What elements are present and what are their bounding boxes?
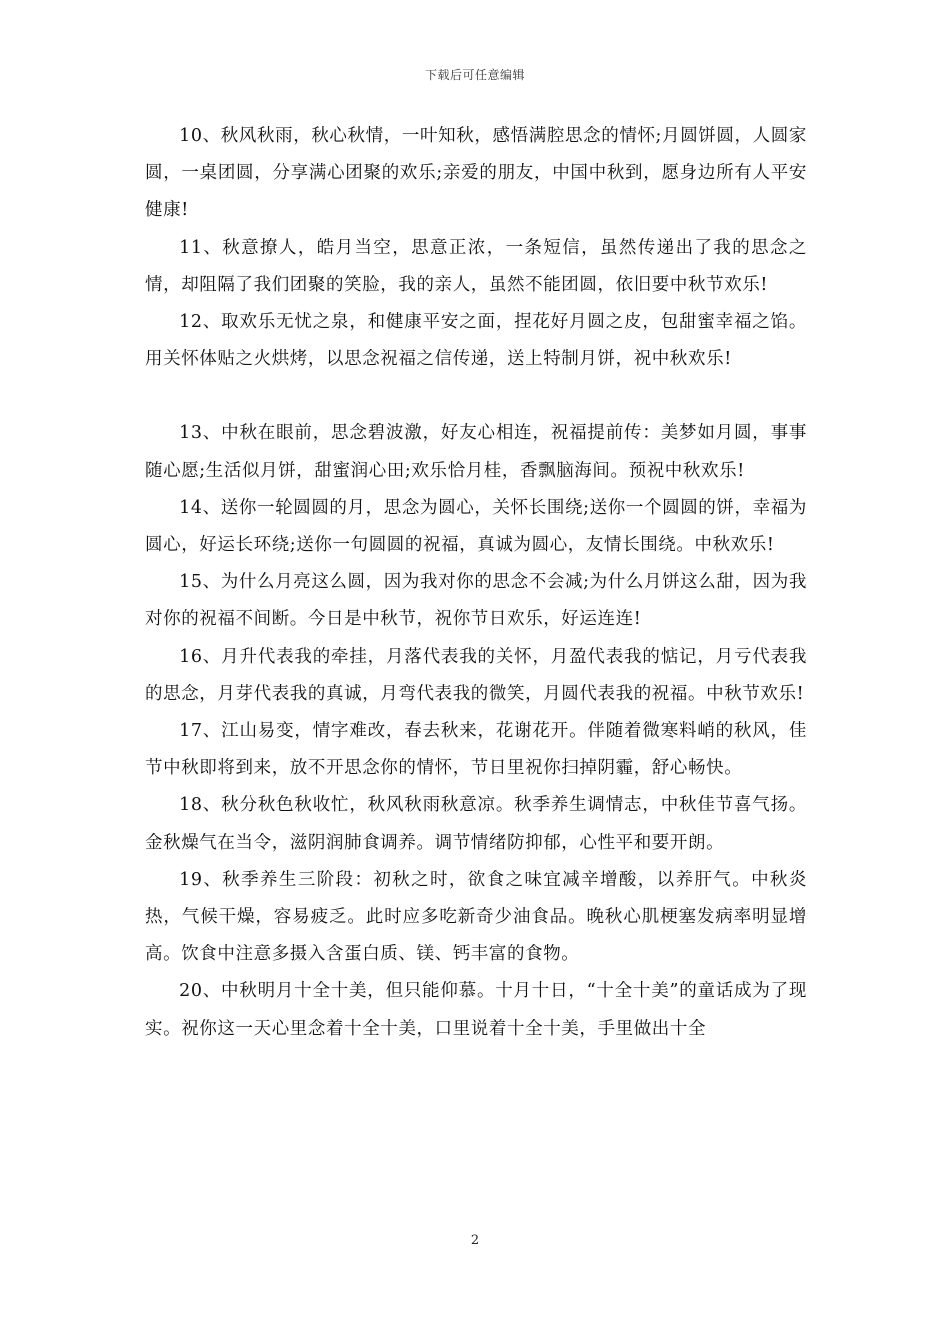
paragraph-12: 12、取欢乐无忧之泉，和健康平安之面，捏花好月圆之皮，包甜蜜幸福之馅。用关怀体贴之火烘烤，以思念祝福之信传递，送上特制月饼，祝中秋欢乐!: [145, 312, 807, 370]
paragraph-18: 18、秋分秋色秋收忙，秋风秋雨秋意凉。秋季养生调情志，中秋佳节喜气扬。金秋燥气在当令，滋阴润肺食调养。调节情绪防抑郁，心性平和要开朗。: [145, 795, 807, 853]
paragraph-17: 17、江山易变，情字难改，春去秋来，花谢花开。伴随着微寒料峭的秋风，佳节中秋即将到来，放不开思念你的情怀，节日里祝你扫掉阴霾，舒心畅快。: [145, 721, 807, 779]
page-header: 下载后可任意编辑: [424, 68, 525, 82]
paragraph-16: 16、月升代表我的牵挂，月落代表我的关怀，月盈代表我的惦记，月亏代表我的思念，月芽代表我的真诚，月弯代表我的微笑，月圆代表我的祝福。中秋节欢乐!: [145, 646, 807, 704]
paragraph-14: 14、送你一轮圆圆的月，思念为圆心，关怀长围绕;送你一个圆圆的饼，幸福为圆心，好运长环绕;送你一句圆圆的祝福，真诚为圆心，友情长围绕。中秋欢乐!: [145, 497, 807, 556]
paragraph-15: 15、为什么月亮这么圆，因为我对你的思念不会减;为什么月饼这么甜，因为我对你的祝福不间断。今日是中秋节，祝你节日欢乐，好运连连!: [145, 572, 807, 630]
page-number: 2: [470, 1233, 480, 1248]
paragraph-19: 19、秋季养生三阶段：初秋之时，欲食之味宜减辛增酸，以养肝气。中秋炎热，气候干燥，容易疲乏。此时应多吃新奇少油食品。晚秋心肌梗塞发病率明显增高。饮食中注意多摄入含蛋白质、镁、钙丰富的食物。: [145, 869, 807, 965]
paragraph-13: 13、中秋在眼前，思念碧波激，好友心相连，祝福提前传：美梦如月圆，事事随心愿;生活似月饼，甜蜜润心田;欢乐恰月桂，香飘脑海间。预祝中秋欢乐!: [145, 423, 807, 481]
paragraph-11: 11、秋意撩人，皓月当空，思意正浓，一条短信，虽然传递出了我的思念之情，却阻隔了我们团聚的笑脸，我的亲人，虽然不能团圆，依旧要中秋节欢乐!: [145, 237, 807, 295]
paragraph-20: 20、中秋明月十全十美，但只能仰慕。十月十日，“十全十美”的童话成为了现实。祝你这一天心里念着十全十美，口里说着十全十美，手里做出十全: [145, 981, 807, 1039]
paragraph-10: 10、秋风秋雨，秋心秋情，一叶知秋，感悟满腔思念的情怀;月圆饼圆，人圆家圆，一桌团圆，分享满心团聚的欢乐;亲爱的朋友，中国中秋到，愿身边所有人平安健康!: [145, 126, 807, 221]
document-body: [145, 118, 807, 1048]
